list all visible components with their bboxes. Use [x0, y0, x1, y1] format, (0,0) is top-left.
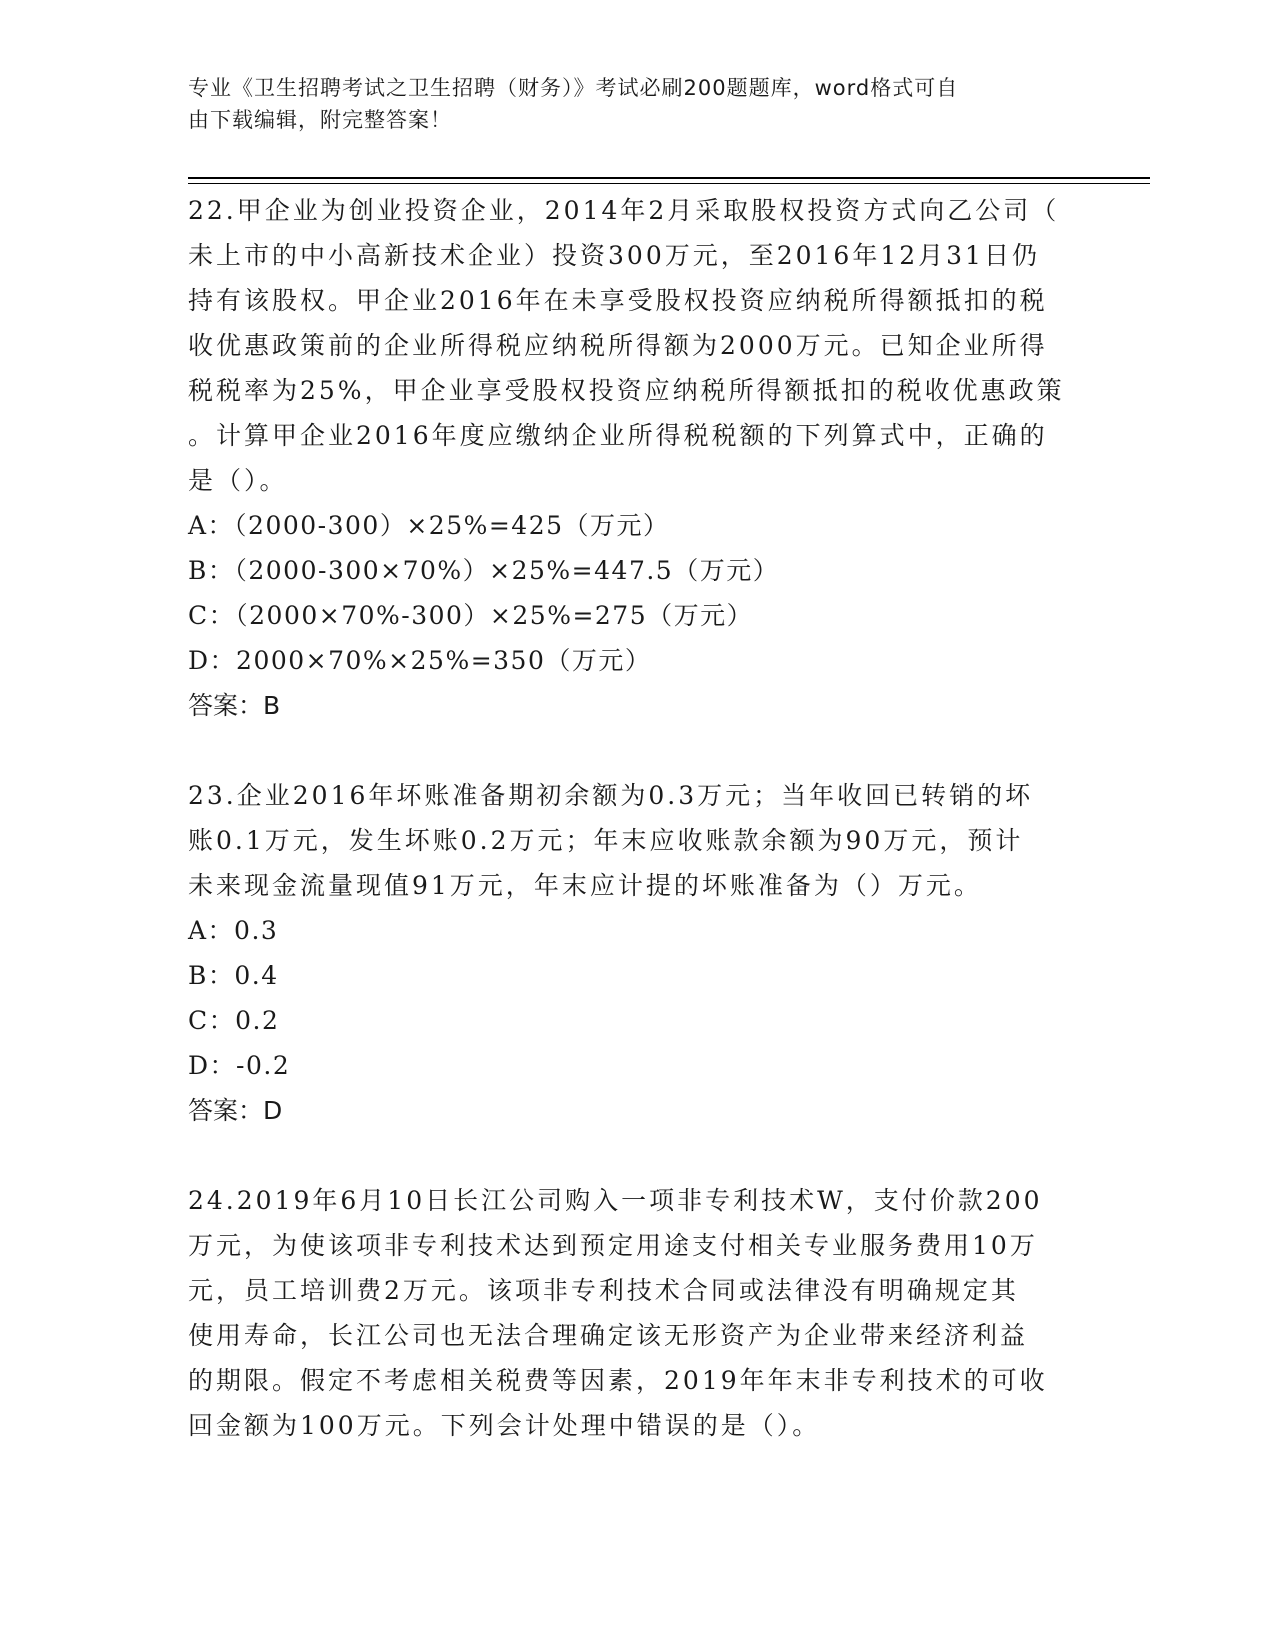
question-stem-line: 23.企业2016年坏账准备期初余额为0.3万元；当年收回已转销的坏 — [188, 781, 1034, 810]
option-c: C：（2000×70%-300）×25%=275（万元） — [188, 601, 754, 630]
option-a: A：0.3 — [188, 916, 279, 945]
question-stem-line: 22.甲企业为创业投资企业，2014年2月采取股权投资方式向乙公司（ — [188, 196, 1060, 225]
answer-line: 答案：B — [188, 691, 281, 720]
question-stem-line: 收优惠政策前的企业所得税应纳税所得额为2000万元。已知企业所得 — [188, 331, 1048, 360]
question-stem-line: 24.2019年6月10日长江公司购入一项非专利技术W，支付价款200 — [188, 1186, 1043, 1215]
question-stem-line: 账0.1万元，发生坏账0.2万元；年末应收账款余额为90万元，预计 — [188, 826, 1024, 855]
question-spacer — [188, 728, 1088, 773]
header-divider-thin — [188, 183, 1150, 184]
question-stem-line: 未上市的中小高新技术企业）投资300万元，至2016年12月31日仍 — [188, 241, 1040, 270]
option-d: D：-0.2 — [188, 1051, 291, 1080]
question-stem-line: 的期限。假定不考虑相关税费等因素，2019年年末非专利技术的可收 — [188, 1366, 1048, 1395]
header-divider-thick — [188, 177, 1150, 179]
question-spacer — [188, 1133, 1088, 1178]
question-stem-line: 使用寿命，长江公司也无法合理确定该无形资产为企业带来经济利益 — [188, 1321, 1029, 1350]
answer-line: 答案：D — [188, 1096, 283, 1125]
question-23 — [188, 773, 1088, 1133]
option-c: C：0.2 — [188, 1006, 280, 1035]
question-stem-line: 回金额为100万元。下列会计处理中错误的是（）。 — [188, 1411, 821, 1440]
header-line-1: 专业《卫生招聘考试之卫生招聘（财务）》考试必刷200题题库，word格式可自 — [188, 76, 959, 100]
question-stem-line: 万元，为使该项非专利技术达到预定用途支付相关专业服务费用10万 — [188, 1231, 1038, 1260]
option-a: A：（2000-300）×25%=425（万元） — [188, 511, 670, 540]
question-stem-line: 未来现金流量现值91万元，年末应计提的坏账准备为（）万元。 — [188, 871, 982, 900]
question-stem-line: 。计算甲企业2016年度应缴纳企业所得税税额的下列算式中，正确的 — [188, 421, 1048, 450]
question-24 — [188, 1178, 1088, 1448]
question-stem-line: 元，员工培训费2万元。该项非专利技术合同或法律没有明确规定其 — [188, 1276, 1019, 1305]
option-b: B：（2000-300×70%）×25%=447.5（万元） — [188, 556, 780, 585]
question-stem-line: 税税率为25%，甲企业享受股权投资应纳税所得额抵扣的税收优惠政策 — [188, 376, 1065, 405]
question-22 — [188, 188, 1088, 728]
question-stem-line: 是（）。 — [188, 466, 288, 495]
document-header — [188, 72, 1068, 136]
question-list — [188, 188, 1088, 1448]
option-d: D：2000×70%×25%=350（万元） — [188, 646, 652, 675]
header-line-2: 由下载编辑，附完整答案！ — [188, 108, 452, 132]
question-stem-line: 持有该股权。甲企业2016年在未享受股权投资应纳税所得额抵扣的税 — [188, 286, 1048, 315]
option-b: B：0.4 — [188, 961, 279, 990]
